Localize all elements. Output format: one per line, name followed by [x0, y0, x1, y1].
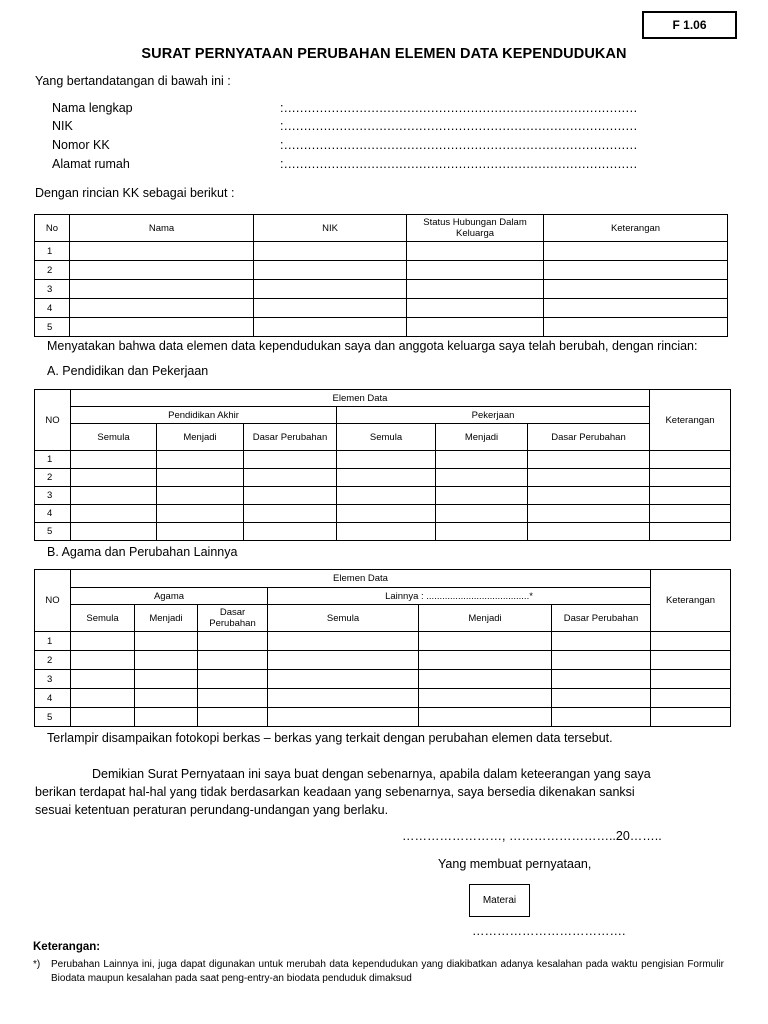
table-row	[35, 451, 731, 469]
header-lainnya: Lainnya : .......................................*	[268, 588, 651, 605]
cell[interactable]	[135, 708, 198, 727]
cell[interactable]	[71, 689, 135, 708]
form-code: F 1.06	[672, 18, 707, 32]
sub-header: Dasar Perubahan	[198, 605, 268, 632]
cell[interactable]	[544, 261, 728, 280]
cell[interactable]	[650, 451, 731, 469]
sub-header: Menjadi	[157, 424, 244, 451]
section-a-table	[34, 389, 731, 541]
row-number: 3	[35, 280, 70, 299]
header-keterangan: Keterangan	[544, 215, 728, 242]
cell[interactable]	[419, 708, 552, 727]
cell[interactable]	[407, 242, 544, 261]
table-row	[35, 689, 731, 708]
field-label: Nama lengkap	[52, 101, 133, 115]
cell[interactable]	[528, 487, 650, 505]
row-number: 4	[35, 689, 71, 708]
row-number: 3	[35, 487, 71, 505]
row-number: 1	[35, 451, 71, 469]
table-row	[35, 487, 731, 505]
row-number: 5	[35, 318, 70, 337]
cell[interactable]	[651, 632, 731, 651]
cell[interactable]	[419, 689, 552, 708]
cell[interactable]	[436, 487, 528, 505]
cell[interactable]	[268, 670, 419, 689]
cell[interactable]	[407, 318, 544, 337]
cell[interactable]	[651, 670, 731, 689]
cell[interactable]	[552, 670, 651, 689]
table-row	[35, 523, 731, 541]
date-line[interactable]: ……………………, ……………………..20……..	[402, 829, 662, 843]
cell[interactable]	[407, 280, 544, 299]
cell[interactable]	[650, 505, 731, 523]
cell[interactable]	[244, 487, 337, 505]
signature-line[interactable]: ……………………………….	[472, 924, 626, 938]
cell[interactable]	[544, 299, 728, 318]
header-nik: NIK	[254, 215, 407, 242]
cell[interactable]	[244, 451, 337, 469]
sub-header: Dasar Perubahan	[244, 424, 337, 451]
sub-header: Dasar Perubahan	[552, 605, 651, 632]
closing-line-1: Demikian Surat Pernyataan ini saya buat dengan sebenarnya, apabila dalam keteerangan yang saya	[92, 767, 651, 781]
cell[interactable]	[419, 651, 552, 670]
header-pendidikan: Pendidikan Akhir	[71, 407, 337, 424]
cell[interactable]	[436, 469, 528, 487]
kk-intro: Dengan rincian KK sebagai berikut :	[35, 186, 235, 200]
cell[interactable]	[337, 451, 436, 469]
cell[interactable]	[157, 505, 244, 523]
table-row	[35, 318, 728, 337]
cell[interactable]	[337, 523, 436, 541]
header-elemen-data: Elemen Data	[71, 570, 651, 588]
row-number: 2	[35, 651, 71, 670]
cell[interactable]	[244, 523, 337, 541]
cell[interactable]	[254, 299, 407, 318]
cell[interactable]	[198, 689, 268, 708]
field-alamat	[52, 157, 638, 171]
cell[interactable]	[436, 505, 528, 523]
document-title: SURAT PERNYATAAN PERUBAHAN ELEMEN DATA KEPENDUDUKAN	[141, 46, 627, 62]
cell[interactable]	[268, 632, 419, 651]
row-number: 2	[35, 261, 70, 280]
statement-text: Menyatakan bahwa data elemen data kependudukan saya dan anggota keluarga saya telah berubah, dengan rincian:	[47, 339, 698, 353]
field-label: Nomor KK	[52, 138, 110, 152]
notes-mark: *)	[33, 959, 41, 970]
notes-title: Keterangan:	[33, 941, 101, 953]
cell[interactable]	[244, 505, 337, 523]
row-number: 5	[35, 708, 71, 727]
cell[interactable]	[651, 651, 731, 670]
table-row	[35, 651, 731, 670]
closing-line-2: berikan terdapat hal-hal yang tidak berdasarkan keadaan yang sebenarnya, saya bersedia dikenakan sanksi	[35, 785, 635, 799]
section-a-title: A. Pendidikan dan Pekerjaan	[47, 364, 209, 378]
table-row	[35, 469, 731, 487]
field-nomor-kk	[52, 138, 638, 152]
kk-table	[34, 214, 728, 337]
row-number: 4	[35, 505, 71, 523]
sub-header: Menjadi	[135, 605, 198, 632]
cell[interactable]	[528, 523, 650, 541]
cell[interactable]	[268, 689, 419, 708]
attached-text: Terlampir disampaikan fotokopi berkas – berkas yang terkait dengan perubahan elemen data tersebut.	[47, 731, 613, 745]
cell[interactable]	[71, 670, 135, 689]
header-keterangan: Keterangan	[651, 570, 731, 632]
header-elemen-data: Elemen Data	[71, 390, 650, 407]
cell[interactable]	[552, 632, 651, 651]
table-header-row	[35, 215, 728, 242]
cell[interactable]	[157, 523, 244, 541]
cell[interactable]	[650, 523, 731, 541]
cell[interactable]	[244, 469, 337, 487]
cell[interactable]	[70, 261, 254, 280]
table-row	[35, 708, 731, 727]
row-number: 3	[35, 670, 71, 689]
cell[interactable]	[337, 487, 436, 505]
cell[interactable]	[157, 469, 244, 487]
cell[interactable]	[419, 632, 552, 651]
sub-header: Semula	[337, 424, 436, 451]
table-row	[35, 261, 728, 280]
cell[interactable]	[135, 632, 198, 651]
cell[interactable]	[71, 469, 157, 487]
field-label: NIK	[52, 119, 73, 133]
cell[interactable]	[198, 670, 268, 689]
intro-text: Yang bertandatangan di bawah ini :	[35, 74, 231, 88]
cell[interactable]	[650, 487, 731, 505]
cell[interactable]	[254, 280, 407, 299]
cell[interactable]	[70, 318, 254, 337]
cell[interactable]	[337, 469, 436, 487]
header-keterangan: Keterangan	[650, 390, 731, 451]
sub-header: Semula	[268, 605, 419, 632]
cell[interactable]	[135, 651, 198, 670]
header-status: Status Hubungan Dalam Keluarga	[407, 215, 544, 242]
cell[interactable]	[268, 708, 419, 727]
cell[interactable]	[254, 242, 407, 261]
table-row	[35, 242, 728, 261]
cell[interactable]	[71, 487, 157, 505]
table-row	[35, 505, 731, 523]
row-number: 4	[35, 299, 70, 318]
field-dots[interactable]: :.........................................................................................	[280, 101, 638, 115]
table-row	[35, 670, 731, 689]
cell[interactable]	[198, 651, 268, 670]
cell[interactable]	[419, 670, 552, 689]
table-row	[35, 299, 728, 318]
header-pekerjaan: Pekerjaan	[337, 407, 650, 424]
field-nama	[52, 101, 638, 115]
cell[interactable]	[544, 280, 728, 299]
cell[interactable]	[544, 242, 728, 261]
cell[interactable]	[650, 469, 731, 487]
header-no: No	[35, 215, 70, 242]
cell[interactable]	[71, 505, 157, 523]
cell[interactable]	[135, 670, 198, 689]
row-number: 2	[35, 469, 71, 487]
cell[interactable]	[407, 299, 544, 318]
cell[interactable]	[552, 708, 651, 727]
cell[interactable]	[71, 651, 135, 670]
cell[interactable]	[198, 632, 268, 651]
cell[interactable]	[651, 708, 731, 727]
form-code-box	[642, 11, 737, 39]
materai-label: Materai	[482, 895, 517, 906]
cell[interactable]	[528, 505, 650, 523]
cell[interactable]	[254, 318, 407, 337]
sub-header: Menjadi	[436, 424, 528, 451]
cell[interactable]	[70, 280, 254, 299]
cell[interactable]	[157, 487, 244, 505]
row-number: 1	[35, 632, 71, 651]
field-label: Alamat rumah	[52, 157, 130, 171]
field-nik	[52, 119, 638, 133]
cell[interactable]	[552, 651, 651, 670]
section-b-table	[34, 569, 731, 727]
cell[interactable]	[651, 689, 731, 708]
field-dots[interactable]: :.........................................................................................	[280, 157, 638, 171]
cell[interactable]	[71, 523, 157, 541]
cell[interactable]	[254, 261, 407, 280]
header-no: NO	[35, 390, 71, 451]
cell[interactable]	[71, 632, 135, 651]
closing-line-3: sesuai ketentuan peraturan perundang-undangan yang berlaku.	[35, 803, 389, 817]
sub-header: Menjadi	[419, 605, 552, 632]
cell[interactable]	[157, 451, 244, 469]
row-number: 1	[35, 242, 70, 261]
cell[interactable]	[436, 451, 528, 469]
cell[interactable]	[544, 318, 728, 337]
cell[interactable]	[70, 242, 254, 261]
materai-box	[469, 884, 530, 917]
cell[interactable]	[198, 708, 268, 727]
header-agama: Agama	[71, 588, 268, 605]
cell[interactable]	[337, 505, 436, 523]
notes-text: Perubahan Lainnya ini, juga dapat digunakan untuk merubah data kependudukan yang diakibatkan adanya kesalahan pada waktu pengisian Formulir Biodata maupun kesalahan pada saat peng-entry-an biodata penduduk dimaksud	[51, 959, 724, 984]
cell[interactable]	[135, 689, 198, 708]
table-row	[35, 280, 728, 299]
field-dots[interactable]: :.........................................................................................	[280, 119, 638, 133]
row-number: 5	[35, 523, 71, 541]
cell[interactable]	[71, 451, 157, 469]
signer-label: Yang membuat pernyataan,	[438, 857, 592, 871]
cell[interactable]	[436, 523, 528, 541]
sub-header: Semula	[71, 605, 135, 632]
header-nama: Nama	[70, 215, 254, 242]
cell[interactable]	[268, 651, 419, 670]
cell[interactable]	[528, 451, 650, 469]
cell[interactable]	[528, 469, 650, 487]
header-no: NO	[35, 570, 71, 632]
sub-header: Dasar Perubahan	[528, 424, 650, 451]
field-dots[interactable]: :.........................................................................................	[280, 138, 638, 152]
table-row	[35, 632, 731, 651]
section-b-title: B. Agama dan Perubahan Lainnya	[47, 545, 238, 559]
cell[interactable]	[70, 299, 254, 318]
sub-header: Semula	[71, 424, 157, 451]
cell[interactable]	[552, 689, 651, 708]
cell[interactable]	[407, 261, 544, 280]
cell[interactable]	[71, 708, 135, 727]
